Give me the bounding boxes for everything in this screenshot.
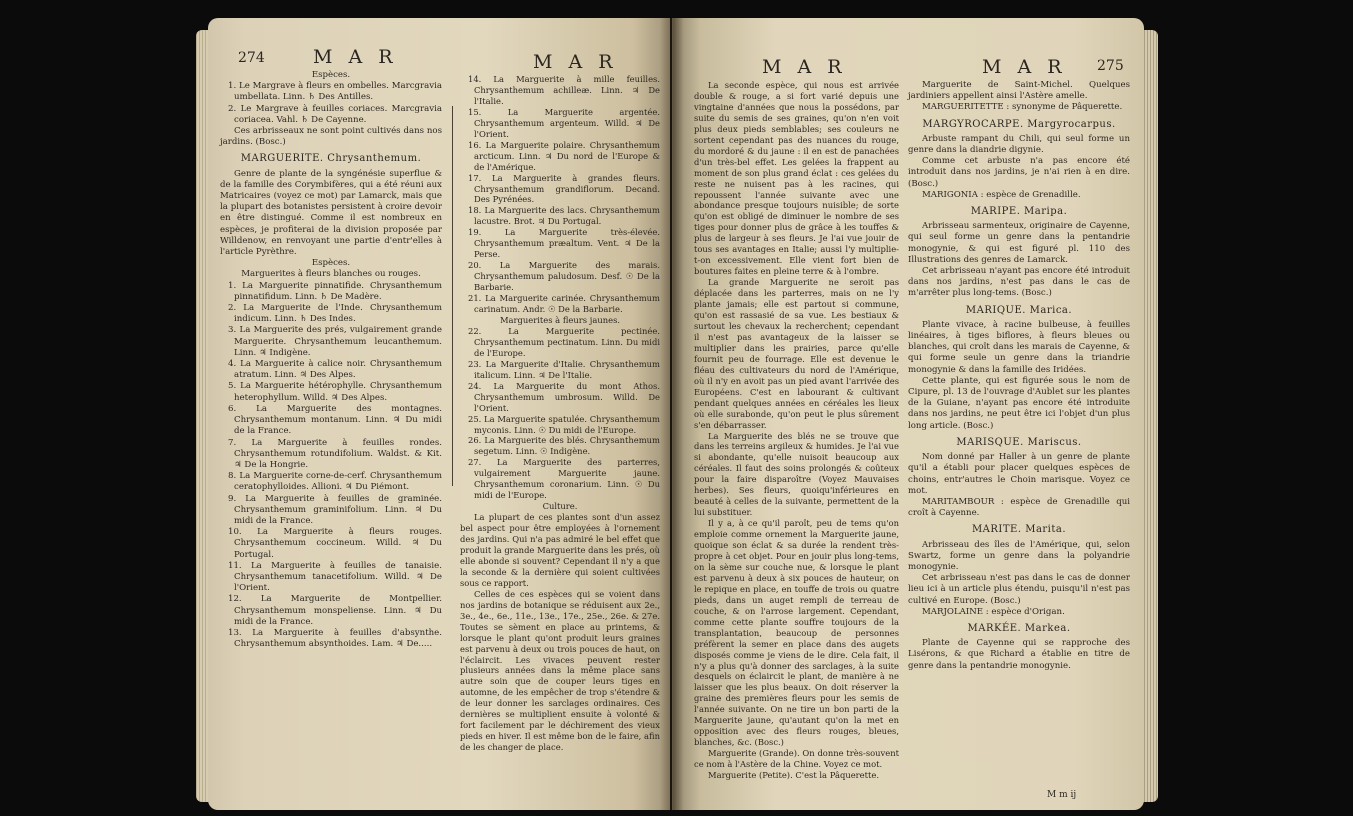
text-paragraph: 11. La Marguerite à feuilles de tanaisie. Chrysanthemum tanacetifolium. Willd. ♃ De l'Orient. [228, 560, 442, 594]
text-paragraph: La plupart de ces plantes sont d'un assez bel aspect pour être employées à l'ornement des jardins. Qui n'a pas admiré le bel effet que produit la grande Marguerite dans les prés, où elle abonde si souvent? Cependant il n'y a que la seconde & la dernière qui soient cultivées sous ce rapport. [460, 512, 660, 588]
text-paragraph: La grande Marguerite ne seroit pas déplacée dans les parterres, mais on ne l'y plante jamais; elle est partout si commune, qu'on est rassasié de sa vue. Les bestiaux & surtout les chevaux la recherchent; cependant il n'est pas avantageux de la laisser se multiplier dans les prairies, parce qu'elle fournit peu de fourrage. Elle est devenue le fléau des cultivateurs du nord de l'Amérique, où il n'y en avoit pas un pied avant l'arrivée des Européens. C'est en labourant & cultivant pendant quelques années en céréales les lieux où elle surabonde, qu'on peut le plus sûrement s'en débarrasser. [694, 277, 899, 430]
text-paragraph: 2. La Marguerite de l'Inde. Chrysanthemum indicum. Linn. ♄ Des Indes. [228, 303, 442, 325]
text-paragraph: MARGUERITETTE : synonyme de Pâquerette. [922, 102, 1123, 113]
text-paragraph: 24. La Marguerite du mont Athos. Chrysanthemum umbrosum. Willd. De l'Orient. [468, 380, 660, 413]
left-column-2 [460, 74, 660, 753]
text-paragraph: Plante de Cayenne qui se rapproche des Lisérons, & que Richard a établie en titre de genre dans la pentandrie monogynie. [908, 638, 1130, 671]
text-paragraph: Arbuste rampant du Chili, qui seul forme un genre dans la diandrie digynie. [908, 133, 1130, 156]
left-column-1 [220, 70, 442, 650]
text-paragraph: Il y a, à ce qu'il paroît, peu de tems qu'on emploie comme ornement la Marguerite jaune, quoique son éclat & sa durée la rendent très-propre à cet objet. Pour en jouir plus long-tems, on la sème sur couche nue, & lorsque le plant est parvenu à deux à six pouces de hauteur, on le repique en place, en touffe de trois ou quatre pieds, dans un auget rempli de terreau de couche, & on l'arrose largement. Cependant, comme cette plante souffre toujours de la transplantation, beaucoup de personnes préfèrent la semer en place dans des augets disposés comme je viens de le dire. Cela fait, il n'y a plus qu'à donner des sarclages, à la suite desquels on éclaircit le plant, de manière à ne laisser que les plus beaux. On doit réserver la graine des premières fleurs pour les semis de l'année suivante. On ne tire un bon parti de la Marguerite jaune, qu'autant qu'on la met en opposition avec des fleurs rouges, bleues, blanches, &c. (Bosc.) [694, 518, 899, 748]
text-paragraph: Marguerite (Petite). C'est la Pâquerette. [708, 770, 879, 781]
text-paragraph: 14. La Marguerite à mille feuilles. Chrysanthemum achilleæ. Linn. ♃ De l'Italie. [468, 74, 660, 106]
text-paragraph: La seconde espèce, qui nous est arrivée double & rouge, a si fort varié depuis une vingtaine d'années que nous la possédons, par suite du semis de ses graines, qu'on n'en voit plus deux pieds semblables; ses couleurs ne sortent cependant pas des nuances du rouge, du mordoré & du jaune : il en est de panachées d'un très-bel effet. Les gelées la frappent au moment de son plus grand éclat : ces gelées du reste ne nuisent pas à les racines, qui repoussent l'année suivante avec une abondance presque toujours nuisible; de sorte qu'on est obligé de diminuer le nombre de ses tiges pour donner plus de grâce à les touffes & plus de largeur à ses fleurs. Je l'ai vue jouir de tous ses avantages en Italie; aussi l'y multiplie-t-on excessivement. Elle vient fort bien de boutures faites en pleine terre & à l'ombre. [694, 80, 899, 277]
text-paragraph: 27. La Marguerite des parterres, vulgairement Marguerite jaune. Chrysanthemum coronarium. Linn. ☉ Du midi de l'Europe. [468, 457, 660, 501]
text-paragraph: 7. La Marguerite à feuilles rondes. Chrysanthemum rotundifolium. Waldst. & Kit. ♃ De la Hongrie. [228, 437, 442, 470]
entry-heading: MARIPE. Maripa. [970, 206, 1068, 218]
text-paragraph: 12. La Marguerite de Montpellier. Chrysanthemum monspeliense. Linn. ♃ Du midi de la France. [228, 594, 442, 627]
text-paragraph: 8. La Marguerite corne-de-cerf. Chrysanthemum ceratophylloides. Allioni. ♃ Du Piémont. [228, 471, 442, 493]
text-paragraph: Nom donné par Haller à un genre de plante qu'il a établi pour placer quelques espèces de choins, entr'autres le Choin marisque. Voyez ce mot. [908, 452, 1130, 496]
entry-heading: MARIQUE. Marica. [965, 304, 1073, 316]
book-gutter [660, 18, 684, 810]
text-paragraph: 5. La Marguerite hétérophylle. Chrysanthemum heterophyllum. Willd. ♃ Des Alpes. [228, 381, 442, 403]
text-paragraph: 1. Le Margrave à fleurs en ombelles. Marcgravia umbellata. Linn. ♄ Des Antilles. [228, 81, 442, 103]
text-paragraph: Plante vivace, à racine bulbeuse, à feuilles linéaires, à tiges biflores, à fleurs bleues ou blanches, qui croît dans les marais de Cayenne, & qui forme seule un genre dans la triandrie monogynie & dans la famille des Iridées. [908, 319, 1130, 375]
text-paragraph: 23. La Marguerite d'Italie. Chrysanthemum italicum. Linn. ♃ De l'Italie. [468, 358, 660, 380]
text-paragraph: 10. La Marguerite à fleurs rouges. Chrysanthemum coccineum. Willd. ♃ Du Portugal. [228, 527, 442, 560]
text-paragraph: 21. La Marguerite carinée. Chrysanthemum carinatum. Andr. ☉ De la Barbarie. [468, 293, 660, 315]
text-paragraph: Cet arbrisseau n'ayant pas encore été introduit dans nos jardins, n'est pas dans le cas de m'arrêter plus long-tems. (Bosc.) [908, 266, 1130, 299]
right-running-head-1: M A R [762, 56, 847, 78]
entry-heading: MARISQUE. Mariscus. [956, 436, 1082, 448]
text-paragraph: 25. La Marguerite spatulée. Chrysanthemum myconis. Linn. ☉ Du midi de l'Europe. [468, 413, 660, 435]
signature-mark: M m ij [1047, 790, 1077, 800]
text-paragraph: 16. La Marguerite polaire. Chrysanthemum arcticum. Linn. ♃ Du nord de l'Europe & de l'Amérique. [468, 139, 660, 172]
left-running-head-1: M A R [313, 46, 398, 68]
text-paragraph: 26. La Marguerite des blés. Chrysanthemum segetum. Linn. ☉ Indigène. [468, 435, 660, 457]
text-paragraph: Marguerite de Saint-Michel. Quelques jardiniers appellent ainsi l'Astère amelle. [908, 80, 1130, 102]
text-paragraph: Ces arbrisseaux ne sont point cultivés dans nos jardins. (Bosc.) [220, 126, 442, 148]
left-page [208, 18, 670, 810]
text-paragraph: 3. La Marguerite des prés, vulgairement grande Marguerite. Chrysanthemum leucanthemum. Linn. ♃ Indigène. [228, 325, 442, 358]
text-paragraph: 22. La Marguerite pectinée. Chrysanthemum pectinatum. Linn. Du midi de l'Europe. [468, 325, 660, 358]
text-paragraph: 9. La Marguerite à feuilles de graminée. Chrysanthemum graminifolium. Linn. ♃ Du midi de la France. [228, 493, 442, 526]
section-subheading: Espèces. [311, 258, 351, 269]
text-paragraph: 19. La Marguerite très-élevée. Chrysanthemum præaltum. Vent. ♃ De la Perse. [468, 227, 660, 260]
text-paragraph: Arbrisseau sarmenteux, originaire de Cayenne, qui seul forme un genre dans la pentandrie monogynie, & qui est figuré pl. 110 des Illustrations des genres de Lamarck. [908, 221, 1130, 265]
text-paragraph: MARITAMBOUR : espèce de Grenadille qui croît à Cayenne. [908, 496, 1130, 519]
column-rule [452, 106, 453, 486]
text-paragraph: MARIGONIA : espèce de Grenadille. [922, 189, 1081, 200]
text-paragraph: Marguerite (Grande). On donne très-souvent ce nom à l'Astère de la Chine. Voyez ce mot. [694, 748, 899, 770]
section-subheading: Marguerites à fleurs blanches ou rouges. [241, 269, 421, 280]
section-subheading: Culture. [542, 501, 578, 512]
right-page-edges [1142, 30, 1158, 802]
entry-heading: MARGUERITE. Chrysanthemum. [240, 153, 422, 165]
right-column-1 [694, 80, 899, 781]
left-running-head-2: M A R [533, 51, 618, 73]
text-paragraph: 1. La Marguerite pinnatifide. Chrysanthemum pinnatifidum. Linn. ♄ De Madère. [228, 280, 442, 302]
text-paragraph: 6. La Marguerite des montagnes. Chrysanthemum montanum. Linn. ♃ Du midi de la France. [228, 403, 442, 437]
text-paragraph: 18. La Marguerite des lacs. Chrysanthemum lacustre. Brot. ♃ Du Portugal. [468, 205, 660, 227]
left-page-number: 274 [238, 50, 265, 66]
entry-heading: MARGYROCARPE. Margyrocarpus. [922, 118, 1116, 130]
text-paragraph: 2. Le Margrave à feuilles coriaces. Marcgravia coriacea. Vahl. ♄ De Cayenne. [228, 103, 442, 125]
text-paragraph: Cet arbrisseau n'est pas dans le cas de donner lieu ici à un article plus étendu, puisqu'il n'est pas cultivé en Europe. (Bosc.) [908, 573, 1130, 606]
text-paragraph: 15. La Marguerite argentée. Chrysanthemum argenteum. Willd. ♃ De l'Orient. [468, 106, 660, 139]
section-subheading: Marguerites à fleurs jaunes. [499, 314, 621, 325]
right-running-head-2: M A R [982, 56, 1067, 78]
entry-heading: MARITE. Marita. [971, 524, 1067, 536]
text-paragraph: Cette plante, qui est figurée sous le nom de Cipure, pl. 13 de l'ouvrage d'Aublet sur les plantes de la Guiane, n'ayant pas encore été introduite dans nos jardins, ne peut être ici l'objet d'un plus long article. (Bosc.) [908, 375, 1130, 431]
text-paragraph: MARJOLAINE : espèce d'Origan. [922, 606, 1065, 617]
text-paragraph: Comme cet arbuste n'a pas encore été introduit dans nos jardins, je n'ai rien à en dire. (Bosc.) [908, 156, 1130, 189]
text-paragraph: 17. La Marguerite à grandes fleurs. Chrysanthemum grandiflorum. Decand. Des Pyrénées. [468, 172, 660, 205]
text-paragraph: Celles de ces espèces qui se voient dans nos jardins de botanique se réduisent aux 2e., 3e., 4e., 6e., 11e., 13e., 17e., 25e., 26e. & 27e. Toutes se sèment en place au printems, & lorsque le plant qu'ont produit leurs graines est parvenu à deux ou trois pouces de haut, on l'éclaircit. Les vivaces peuvent rester plusieurs années dans la même place sans autre soin que de couper leurs tiges en automne, de les empêcher de trop s'étendre & de leur donner les sarclages ordinaires. Ces dernières se multiplient ensuite à volonté & fort facilement par le déchirement des vieux pieds en hiver. Il est même bon de le faire, afin de les changer de place. [460, 588, 660, 753]
text-paragraph: 13. La Marguerite à feuilles d'absynthe. Chrysanthemum absynthoides. Lam. ♃ De..... [228, 627, 442, 650]
text-paragraph: La Marguerite des blés ne se trouve que dans les terreins argileux & humides. Je l'ai vue si abondante, qu'elle nuisoit beaucoup aux céréales. Il faut des soins prolongés & coûteux pour la faire disparoître (Voyez Mauvaises herbes). Ses fleurs, quoiqu'inférieures en beauté à celles de la suivante, permettent de la lui substituer. [694, 430, 899, 518]
section-subheading: Espèces. [311, 70, 351, 80]
right-column-2 [908, 80, 1130, 672]
right-page-number: 275 [1097, 58, 1124, 74]
text-paragraph: Arbrisseau des îles de l'Amérique, qui, selon Swartz, forme un genre dans la polyandrie monogynie. [908, 539, 1130, 572]
text-paragraph: Genre de plante de la syngénésie superflue & de la famille des Corymbifères, qui a été réuni aux Matricaires (voyez ce mot) par Lamarck, mais que la plupart des botanistes persistent à croire devoir en être distingué. Comme il est nombreux en espèces, je profiterai de la division proposée par Willdenow, en renvoyant une partie d'entr'elles à l'article Pyrèthre. [220, 168, 442, 258]
right-page [672, 18, 1144, 810]
text-paragraph: 20. La Marguerite des marais. Chrysanthemum paludosum. Desf. ☉ De la Barbarie. [468, 260, 660, 293]
text-paragraph: 4. La Marguerite à calice noir. Chrysanthemum atratum. Linn. ♃ Des Alpes. [228, 359, 442, 381]
entry-heading: MARKÉE. Markea. [967, 622, 1071, 634]
